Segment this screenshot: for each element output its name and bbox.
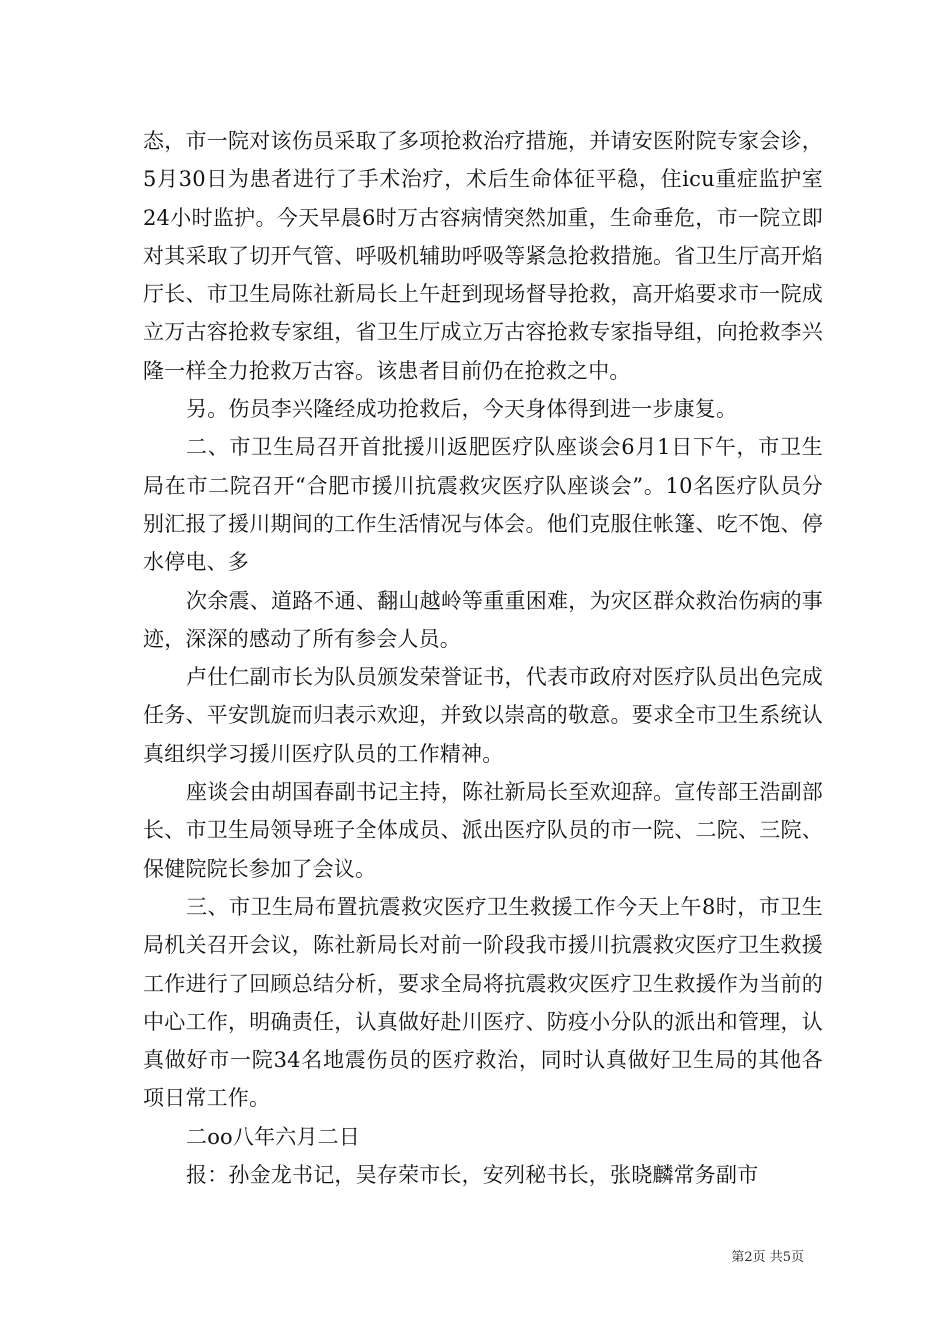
paragraph-1: 态，市一院对该伤员采取了多项抢救治疗措施，并请安医附院专家会诊，5月30日为患者进行了手术治疗，术后生命体征平稳，住icu重症监护室24小时监护。今天早晨6时万古容病情突然加重，生命垂危，市一院立即对其采取了切开气管、呼吸机辅助呼吸等紧急抢救措施。省卫生厅高开焰厅长、市卫生局陈社新局长上午赶到现场督导抢救，高开焰要求市一院成立万古容抢救专家组，省卫生厅成立万古容抢救专家指导组，向抢救李兴隆一样全力抢救万古容。该患者目前仍在抢救之中。 (143, 129, 823, 383)
page-indicator: 第2页 共5页 (731, 1250, 804, 1265)
paragraph-7: 三、市卫生局布置抗震救灾医疗卫生救援工作今天上午8时，市卫生局机关召开会议，陈社新局长对前一阶段我市援川抗震救灾医疗卫生救援工作进行了回顾总结分析，要求全局将抗震救灾医疗卫生救援作为当前的中心工作，明确责任，认真做好赴川医疗、防疫小分队的派出和管理，认真做好市一院34名地震伤员的医疗救治，同时认真做好卫生局的其他各项日常工作。 (143, 894, 823, 1111)
paragraph-4: 次余震、道路不通、翻山越岭等重重困难，为灾区群众救治伤病的事迹，深深的感动了所有参会人员。 (143, 588, 823, 651)
paragraph-5: 卢仕仁副市长为队员颁发荣誉证书，代表市政府对医疗队员出色完成任务、平安凯旋而归表示欢迎，并致以崇高的敬意。要求全市卫生系统认真组织学习援川医疗队员的工作精神。 (143, 665, 823, 766)
date-line: 二oo八年六月二日 (186, 1124, 361, 1149)
document-body (143, 122, 823, 1194)
paragraph-6: 座谈会由胡国春副书记主持，陈社新局长至欢迎辞。宣传部王浩副部长、市卫生局领导班子全体成员、派出医疗队员的市一院、二院、三院、保健院院长参加了会议。 (143, 780, 823, 881)
paragraph-2: 另。伤员李兴隆经成功抢救后，今天身体得到进一步康复。 (186, 397, 738, 422)
paragraph-3: 二、市卫生局召开首批援川返肥医疗队座谈会6月1日下午，市卫生局在市二院召开“合肥市援川抗震救灾医疗队座谈会”。10名医疗队员分别汇报了援川期间的工作生活情况与体会。他们克服住帐篷、吃不饱、停水停电、多 (143, 435, 823, 575)
report-recipients: 报：孙金龙书记，吴存荣市长，安列秘书长，张晓麟常务副市 (186, 1163, 759, 1188)
